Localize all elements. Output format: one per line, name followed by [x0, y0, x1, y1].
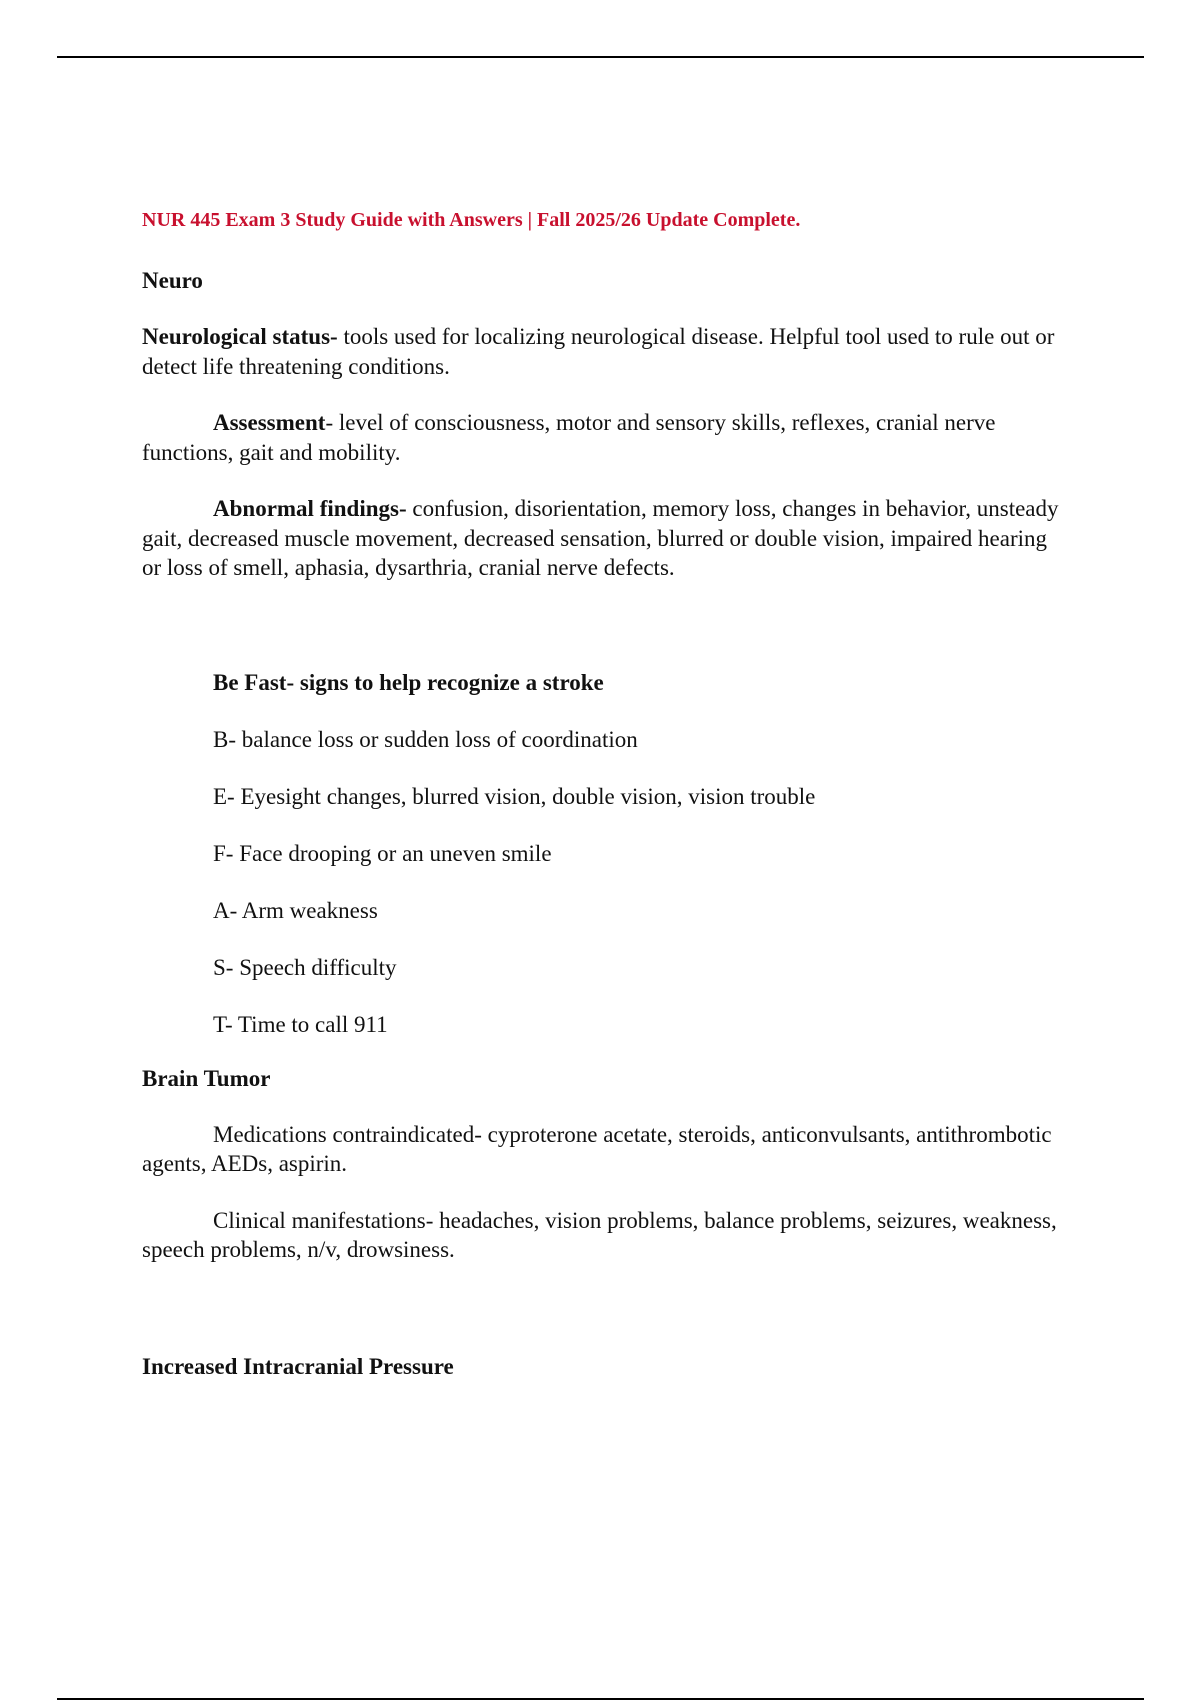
be-fast-heading: Be Fast- signs to help recognize a stroke: [213, 669, 604, 695]
be-fast-item-s: S- Speech difficulty: [213, 954, 397, 980]
abnormal-findings-text: confusion, disorientation, memory loss, changes in behavior, unsteady gait, decreased muscle movement, decreased sensation, blurred or double vision, impaired hearing or loss of smell, aphasia, dysarthria, cranial nerve defects.: [142, 496, 1059, 580]
abnormal-findings-paragraph: [142, 494, 1062, 583]
document-body: [142, 207, 1062, 1408]
neuro-status-text: tools used for localizing neurological disease. Helpful tool used to rule out or detect life threatening conditions.: [142, 324, 1055, 379]
spacer: [142, 610, 1062, 668]
neuro-status-paragraph: [142, 322, 1062, 381]
neuro-status-term: Neurological status-: [142, 324, 338, 349]
be-fast-item-b: B- balance loss or sudden loss of coordination: [213, 726, 638, 752]
spacer: [142, 1292, 1062, 1352]
section-heading-neuro: Neuro: [142, 268, 203, 293]
be-fast-item-e: E- Eyesight changes, blurred vision, double vision, vision trouble: [213, 783, 816, 809]
assessment-text: - level of consciousness, motor and sensory skills, reflexes, cranial nerve functions, gait and mobility.: [142, 410, 996, 465]
clinical-manifestations-paragraph: Clinical manifestations- headaches, vision problems, balance problems, seizures, weakness, speech problems, n/v, drowsiness.: [142, 1207, 1057, 1262]
section-heading-brain-tumor: Brain Tumor: [142, 1065, 271, 1091]
be-fast-item-f: F- Face drooping or an uneven smile: [213, 840, 552, 866]
be-fast-item-t: T- Time to call 911: [213, 1011, 388, 1037]
section-heading-icp: Increased Intracranial Pressure: [142, 1353, 454, 1379]
abnormal-findings-term: Abnormal findings-: [213, 496, 407, 521]
medications-paragraph: Medications contraindicated- cyproterone acetate, steroids, anticonvulsants, antithrombotic agents, AEDs, aspirin.: [142, 1121, 1052, 1176]
document-title: NUR 445 Exam 3 Study Guide with Answers | Fall 2025/26 Update Complete.: [142, 209, 801, 231]
assessment-paragraph: [142, 408, 1062, 467]
assessment-term: Assessment: [213, 410, 326, 435]
top-rule: [57, 56, 1144, 58]
be-fast-item-a: A- Arm weakness: [213, 897, 378, 923]
